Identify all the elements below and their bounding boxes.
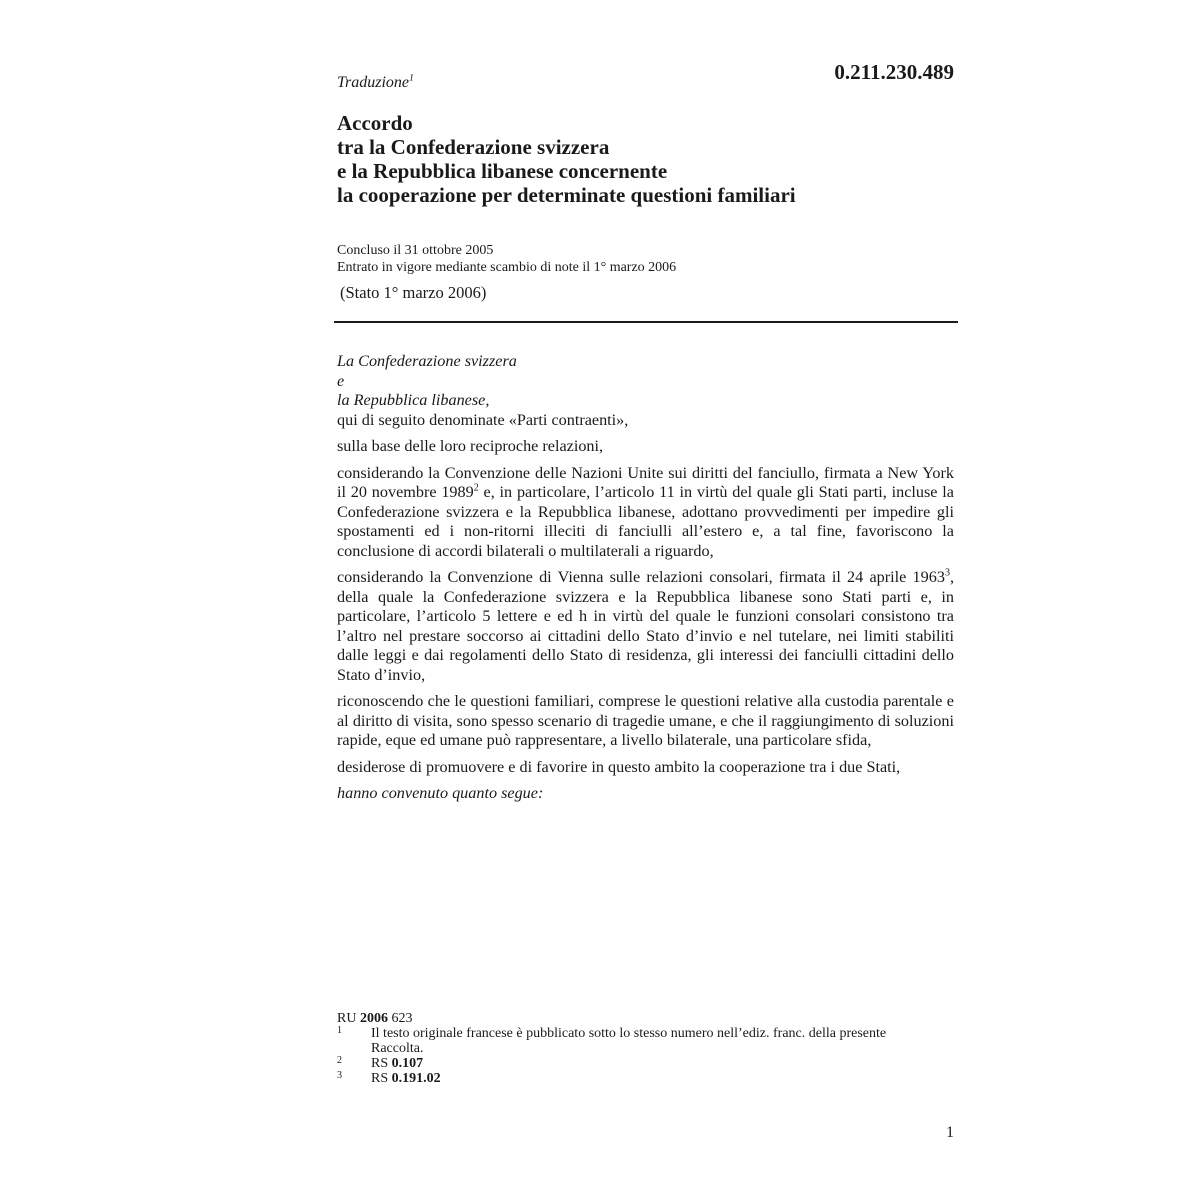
- title-line: e la Repubblica libanese concernente: [337, 159, 668, 183]
- footnote-prefix: RS: [371, 1056, 392, 1071]
- header-divider: [334, 321, 958, 323]
- entry-into-force: Entrato in vigore mediante scambio di note il 1° marzo 2006: [337, 260, 677, 275]
- recital-3-text-b: , della quale la Confederazione svizzera e la Repubblica libanese sono Stati parti e, in particolare, l’articolo 5 lettere e ed h in virtù del quale le funzioni consolari consistono tra l’altro nel prestare soccorso ai cittadini dello Stato d’invio e nel tutelare, nei limiti stabiliti dalle leggi e dai regolamenti dello Stato di residenza, gli interessi dei fanciulli cittadini dello Stato d’invio,: [337, 568, 954, 684]
- translation-label-text: Traduzione: [337, 74, 410, 91]
- footnote-text: Il testo originale francese è pubblicato sotto lo stesso numero nell’ediz. franc. della presente Raccolta.: [371, 1026, 887, 1056]
- ru-year: 2006: [359, 1011, 388, 1026]
- footnote-ref-1[interactable]: 1: [409, 72, 414, 84]
- sr-number: 0.211.230.489: [834, 60, 954, 84]
- ru-page: 623: [387, 1011, 413, 1026]
- ru-prefix: RU: [337, 1011, 360, 1026]
- status-date: (Stato 1° marzo 2006): [340, 283, 487, 302]
- footnote-ref-2[interactable]: 2: [473, 482, 479, 494]
- page-number: 1: [946, 1124, 954, 1141]
- footnotes: [337, 1011, 937, 1086]
- document-title: [337, 111, 957, 207]
- footnote: [337, 1026, 937, 1056]
- footnote-number: 1: [337, 1025, 342, 1036]
- footnote-number: 2: [337, 1055, 342, 1066]
- ru-reference: [337, 1011, 937, 1026]
- footnote: [337, 1071, 937, 1086]
- recital-3-text-a: considerando la Convenzione di Vienna sulle relazioni consolari, firmata il 24 aprile 1963: [337, 568, 945, 586]
- document-meta: [337, 242, 676, 276]
- footnote-bold[interactable]: 0.107: [391, 1056, 424, 1071]
- conjunction: e: [337, 371, 345, 390]
- parties-denomination: qui di seguito denominate «Parti contraenti»,: [337, 410, 629, 429]
- translation-label: [337, 74, 414, 92]
- recital-3: [337, 568, 954, 685]
- closing-formula: hanno convenuto quanto segue:: [337, 784, 544, 802]
- recital-4: riconoscendo che le questioni familiari, comprese le questioni relative alla custodia parentale e al diritto di visita, sono spesso scenario di tragedie umane, e che il raggiungimento di soluzioni rapide, eque ed umane può rappresentare, a livello bilaterale, una particolare sfida,: [337, 692, 954, 749]
- recital-1: sulla base delle loro reciproche relazioni,: [337, 437, 604, 455]
- footnote-number: 3: [337, 1070, 342, 1081]
- title-line: Accordo: [337, 111, 413, 135]
- footnote-bold[interactable]: 0.191.02: [391, 1071, 441, 1086]
- footnote-prefix: RS: [371, 1071, 392, 1086]
- party-1: La Confederazione svizzera: [337, 352, 517, 370]
- recital-5: desiderose di promuovere e di favorire in questo ambito la cooperazione tra i due Stati,: [337, 757, 901, 776]
- footnote-ref-3[interactable]: 3: [944, 567, 950, 579]
- title-line: la cooperazione per determinate questioni familiari: [337, 183, 796, 207]
- recital-2-text-b: e, in particolare, l’articolo 11 in virtù del quale gli Stati parti, incluse la Confederazione svizzera e la Repubblica libanese, adottano provvedimenti per impedire gli spostamenti ed i non-ritorni illeciti di fanciulli all’estero e, a tal fine, favoriscono la conclusione di accordi bilaterali o multilaterali a riguardo,: [337, 483, 954, 560]
- footnote: [337, 1056, 937, 1071]
- recital-2-text-a: considerando la Convenzione delle Nazioni Unite sui diritti del fanciullo, firmata a New York il 20 novembre 1989: [337, 463, 954, 501]
- title-line: tra la Confederazione svizzera: [337, 135, 610, 159]
- preamble: [337, 352, 954, 804]
- party-2: la Repubblica libanese,: [337, 391, 490, 409]
- recital-2: [337, 464, 954, 562]
- concluded-date: Concluso il 31 ottobre 2005: [337, 243, 494, 258]
